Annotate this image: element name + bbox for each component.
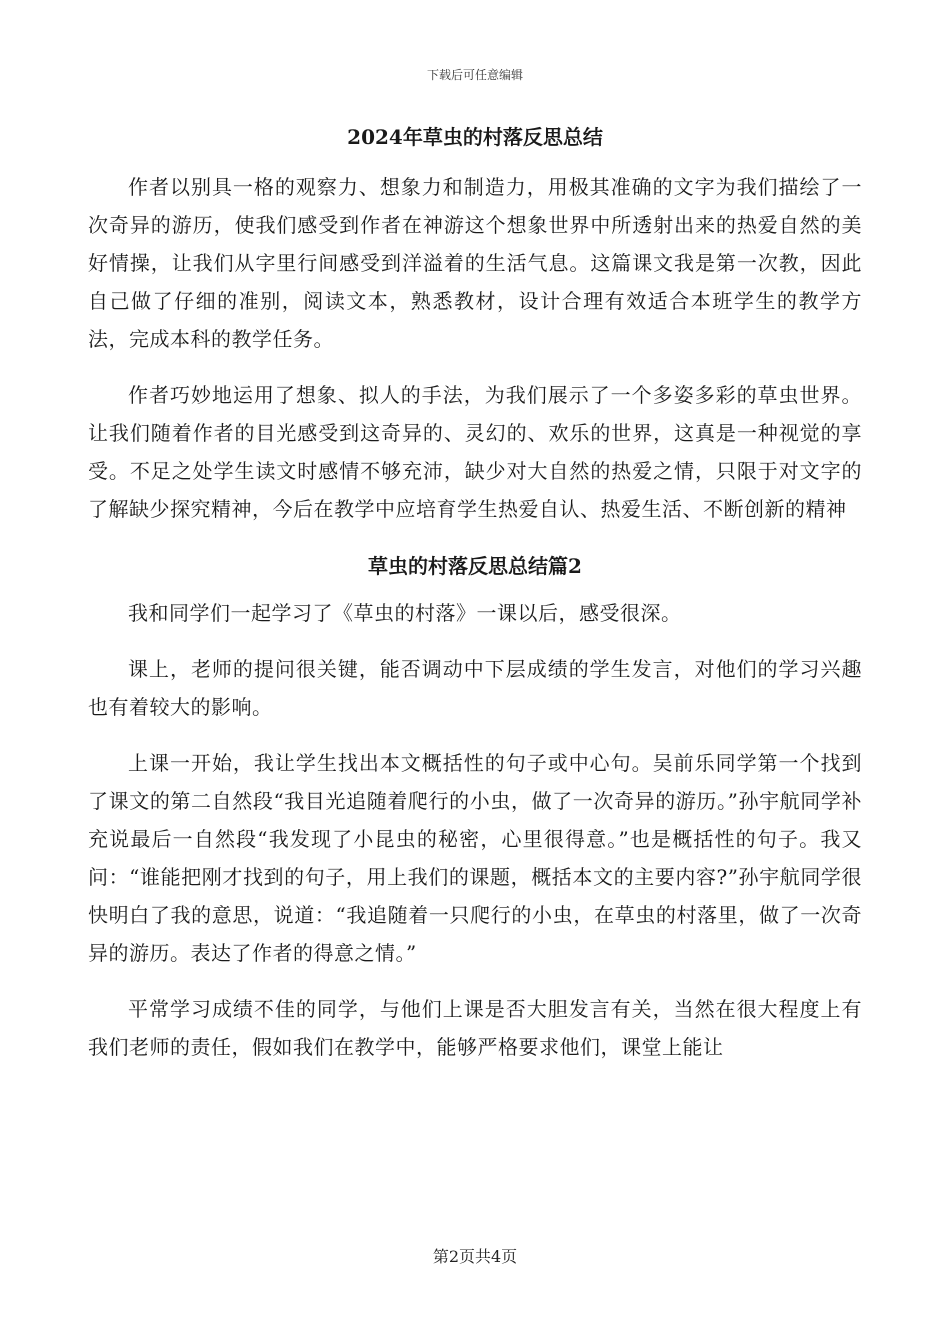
header-note: 下载后可任意编辑	[426, 68, 523, 82]
paragraph: 上课一开始，我让学生找出本文概括性的句子或中心句。吴前乐同学第一个找到了课文的第二自然段“我目光追随着爬行的小虫，做了一次奇异的游历。”孙宇航同学补充说最后一自然段“我发现了小昆虫的秘密，心里很得意。”也是概括性的句子。我又问：“谁能把刚才找到的句子，用上我们的课题，概括本文的主要内容?”孙宇航同学很快明白了我的意思，说道：“我追随着一只爬行的小虫，在草虫的村落里，做了一次奇异的游历。表达了作者的得意之情。”	[88, 751, 862, 965]
page-number: 第2页共4页	[432, 1247, 518, 1266]
paragraph: 平常学习成绩不佳的同学，与他们上课是否大胆发言有关，当然在很大程度上有我们老师的责任，假如我们在教学中，能够严格要求他们，课堂上能让	[88, 997, 862, 1059]
paragraph: 课上，老师的提问很关键，能否调动中下层成绩的学生发言，对他们的学习兴趣也有着较大的影响。	[88, 657, 862, 719]
document-body	[88, 116, 862, 1084]
paragraph: 我和同学们一起学习了《草虫的村落》一课以后，感受很深。	[128, 601, 682, 625]
paragraph: 作者巧妙地运用了想象、拟人的手法，为我们展示了一个多姿多彩的草虫世界。让我们随着作者的目光感受到这奇异的、灵幻的、欢乐的世界，这真是一种视觉的享受。不足之处学生读文时感情不够充沛，缺少对大自然的热爱之情，只限于对文字的了解缺少探究精神，今后在教学中应培育学生热爱自认、热爱生活、不断创新的精神	[88, 383, 862, 521]
section-title: 草虫的村落反思总结篇2	[368, 554, 582, 578]
paragraph: 作者以别具一格的观察力、想象力和制造力，用极其准确的文字为我们描绘了一次奇异的游历，使我们感受到作者在神游这个想象世界中所透射出来的热爱自然的美好情操，让我们从字里行间感受到洋溢着的生活气息。这篇课文我是第一次教，因此自己做了仔细的准别，阅读文本，熟悉教材，设计合理有效适合本班学生的教学方法，完成本科的教学任务。	[88, 175, 862, 351]
document-title: 2024年草虫的村落反思总结	[347, 125, 603, 149]
